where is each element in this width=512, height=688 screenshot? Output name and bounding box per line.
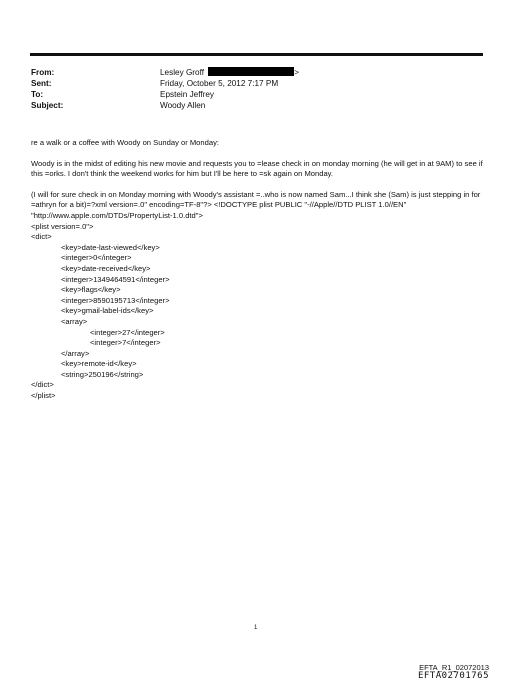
xml-block — [31, 222, 486, 402]
xml-line: </dict> — [31, 380, 54, 390]
xml-line: <string>250196</string> — [61, 369, 144, 379]
body-paragraph-2: Woody is in the midst of editing his new movie and requests you to =lease check in on monday morning (he will get in at 9AM) to see if this =orks. I don't think the weekend works for him but I'll be here to =sk again on Monday. — [31, 158, 483, 179]
footer-ref-1: EFTA_R1_02072013 — [419, 663, 489, 672]
xml-line: <dict> — [31, 232, 52, 242]
email-header — [31, 67, 299, 111]
subject-label: Subject: — [31, 101, 64, 110]
sender-name: Lesley Groff — [160, 68, 204, 77]
page-number: 1 — [254, 625, 258, 631]
xml-line: <key>remote-id</key> — [61, 359, 137, 369]
to-value: Epstein Jeffrey — [160, 90, 215, 99]
from-label: From: — [31, 68, 55, 77]
email-body — [31, 138, 486, 402]
xml-line: <plist version=.0"> — [31, 221, 94, 231]
xml-line: </plist> — [31, 391, 56, 401]
xml-line: <integer>0</integer> — [61, 253, 132, 263]
to-row — [31, 89, 299, 100]
xml-line: <key>flags</key> — [61, 285, 121, 295]
xml-line: <integer>7</integer> — [90, 338, 161, 348]
body-paragraph-3: (I will for sure check in on Monday morning with Woody's assistant =..who is now named Sam...I think she (Sam) is just stepping in for =athryn for a bit)=?xml version=.0" encoding=TF-8"?> <!DOCTYPE plist PUBLIC "-//Apple//DTD PLIST 1.0//EN" "http://www.apple.com/DTDs/PropertyList-1.0.dtd"> — [31, 189, 481, 220]
header-rule — [30, 53, 483, 56]
from-suffix: > — [294, 68, 300, 77]
xml-line: </array> — [61, 348, 90, 358]
footer-ref-2: EFTA02701765 — [417, 671, 489, 681]
body-paragraph-1: re a walk or a coffee with Woody on Sunday or Monday: — [31, 138, 219, 147]
footer-reference — [418, 663, 489, 681]
to-label: To: — [31, 90, 44, 99]
subject-value: Woody Allen — [160, 101, 206, 110]
xml-line: <array> — [61, 316, 88, 326]
redaction-block — [208, 67, 294, 76]
sent-label: Sent: — [31, 79, 52, 88]
sent-value: Friday, October 5, 2012 7:17 PM — [160, 79, 279, 88]
subject-row — [31, 100, 299, 111]
from-value — [160, 67, 299, 78]
xml-line: <integer>8590195713</integer> — [61, 295, 170, 305]
xml-line: <key>date-received</key> — [61, 263, 151, 273]
xml-line: <key>gmail-label-ids</key> — [61, 306, 154, 316]
sent-row — [31, 78, 299, 89]
xml-line: <key>date-last-viewed</key> — [61, 242, 160, 252]
xml-line: <integer>27</integer> — [90, 327, 165, 337]
from-row — [31, 67, 299, 78]
xml-line: <integer>1349464591</integer> — [61, 274, 170, 284]
